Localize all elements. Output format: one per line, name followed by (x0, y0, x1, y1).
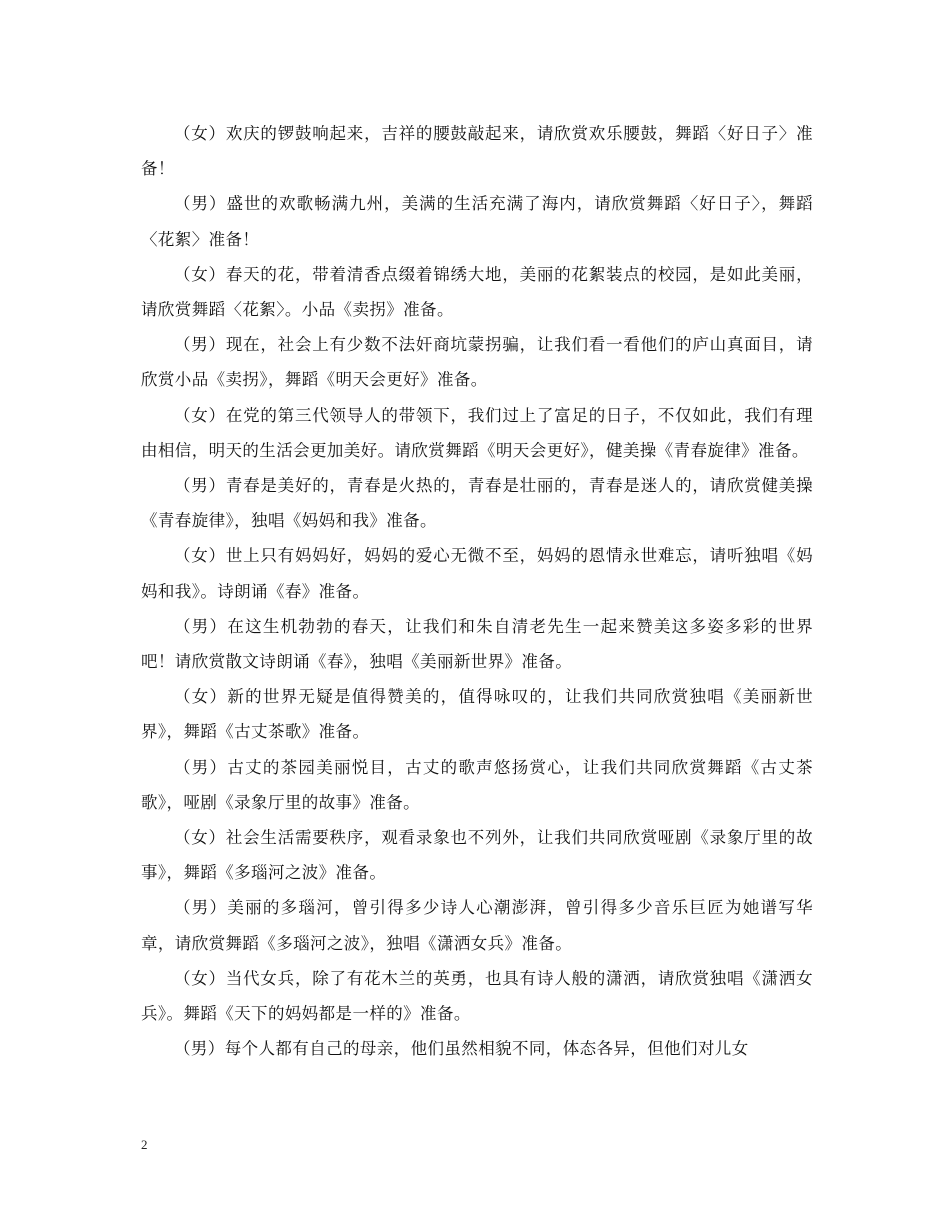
paragraph-male-3: （男）青春是美好的，青春是火热的，青春是壮丽的，青春是迷人的，请欣赏健美操《青春旋律》，独唱《妈妈和我》准备。 (141, 476, 813, 531)
paragraph-female-7: （女）当代女兵，除了有花木兰的英勇，也具有诗人般的潇洒，请欣赏独唱《潇洒女兵》。舞蹈《天下的妈妈都是一样的》准备。 (141, 968, 813, 1024)
paragraph-male-6: （男）美丽的多瑙河，曾引得多少诗人心潮澎湃，曾引得多少音乐巨匠为她谱写华章，请欣赏舞蹈《多瑙河之波》，独唱《潇洒女兵》准备。 (141, 898, 813, 953)
paragraph-female-1: （女）欢庆的锣鼓响起来，吉祥的腰鼓敲起来，请欣赏欢乐腰鼓，舞蹈〈好日子〉准备！ (141, 124, 813, 179)
paragraph-male-4: （男）在这生机勃勃的春天，让我们和朱自清老先生一起来赞美这多姿多彩的世界吧！请欣赏散文诗朗诵《春》，独唱《美丽新世界》准备。 (141, 616, 813, 672)
page-number: 2 (141, 1137, 148, 1152)
paragraph-female-6: （女）社会生活需要秩序，观看录象也不列外，让我们共同欣赏哑剧《录象厅里的故事》，舞蹈《多瑙河之波》准备。 (141, 828, 813, 883)
paragraph-male-7: （男）每个人都有自己的母亲，他们虽然相貌不同，体态各异，但他们对儿女 (174, 1039, 749, 1059)
paragraph-male-1: （男）盛世的欢歌畅满九州，美满的生活充满了海内，请欣赏舞蹈〈好日子〉，舞蹈〈花絮〉准备！ (141, 194, 813, 249)
paragraph-female-5: （女）新的世界无疑是值得赞美的，值得咏叹的，让我们共同欣赏独唱《美丽新世界》，舞蹈《古丈茶歌》准备。 (141, 687, 813, 742)
paragraph-male-2: （男）现在，社会上有少数不法奸商坑蒙拐骗，让我们看一看他们的庐山真面目，请欣赏小品《卖拐》，舞蹈《明天会更好》准备。 (141, 335, 813, 390)
script-body (141, 116, 813, 1066)
paragraph-female-4: （女）世上只有妈妈好，妈妈的爱心无微不至，妈妈的恩情永世难忘，请听独唱《妈妈和我》。诗朗诵《春》准备。 (141, 546, 813, 601)
paragraph-female-3: （女）在党的第三代领导人的带领下，我们过上了富足的日子，不仅如此，我们有理由相信，明天的生活会更加美好。请欣赏舞蹈《明天会更好》，健美操《青春旋律》准备。 (141, 405, 813, 460)
paragraph-female-2: （女）春天的花，带着清香点缀着锦绣大地，美丽的花絮装点的校园，是如此美丽，请欣赏舞蹈〈花絮〉。小品《卖拐》准备。 (141, 264, 813, 320)
paragraph-male-5: （男）古丈的茶园美丽悦目，古丈的歌声悠扬赏心，让我们共同欣赏舞蹈《古丈茶歌》，哑剧《录象厅里的故事》准备。 (141, 757, 813, 812)
